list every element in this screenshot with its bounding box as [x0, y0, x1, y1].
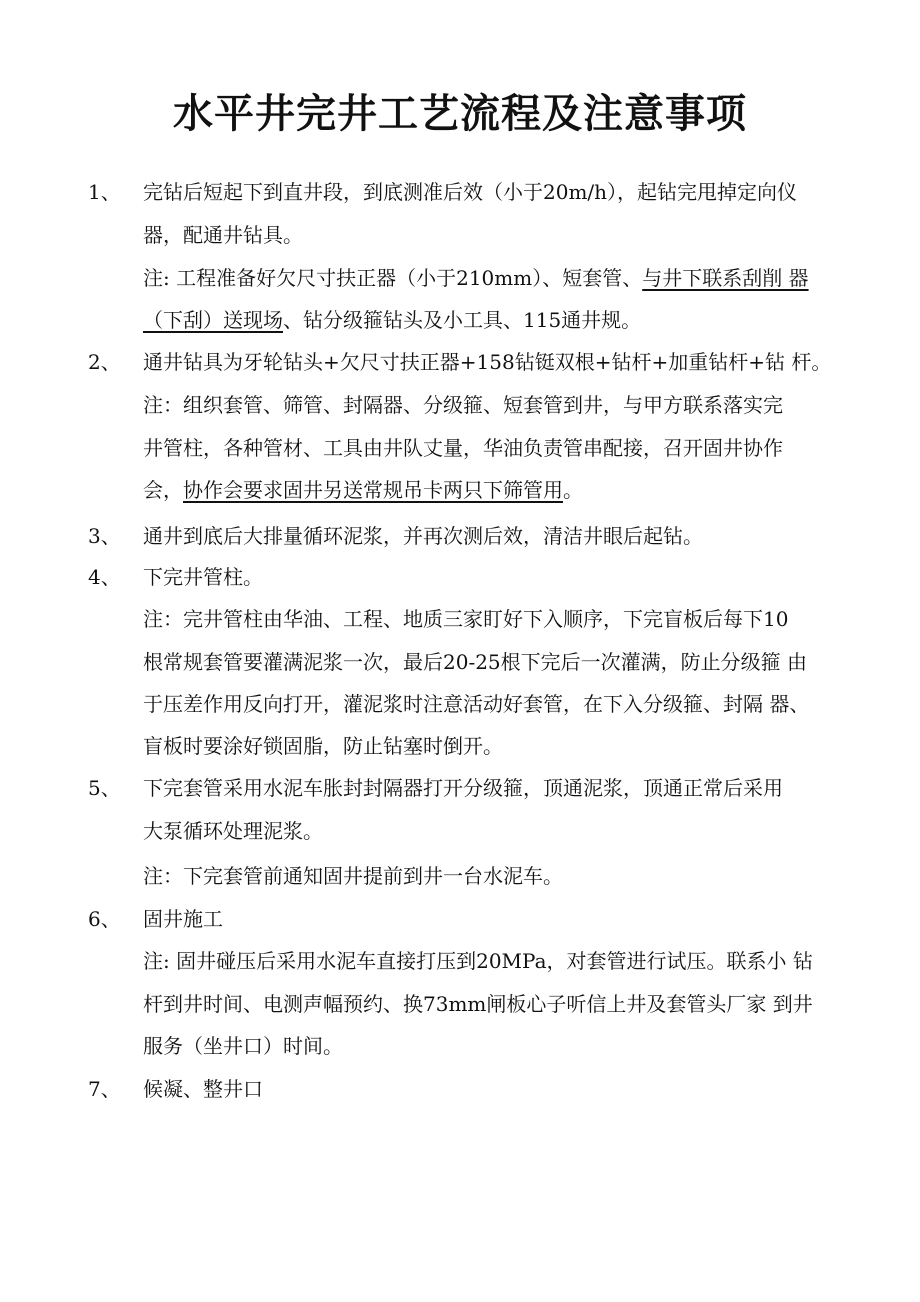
text-line	[143, 903, 223, 932]
text-segment: 服务（坐井口）时间。	[143, 1034, 343, 1058]
text-segment: 完钻后短起下到直井段，到底测准后效（小于20m/h），起钻完甩掉定向仪	[143, 180, 798, 204]
text-segment: 通井到底后大排量循环泥浆，并再次测后效，清洁井眼后起钻。	[143, 524, 703, 548]
underlined-text: 与井下联系刮削 器	[642, 266, 809, 290]
text-segment: 会，	[143, 478, 183, 502]
text-segment: 杆到井时间、电测声幅预约、换73mm闸板心子听信上井及套管头厂家 到井	[143, 992, 813, 1016]
item-number: 2、	[88, 350, 121, 374]
text-line	[143, 860, 563, 889]
text-segment: 盲板时要涂好锁固脂，防止钻塞时倒开。	[143, 734, 503, 758]
text-line	[143, 1030, 343, 1059]
text-line	[143, 688, 809, 717]
text-line	[143, 603, 788, 632]
text-segment: 井管柱，各种管材、工具由井队丈量，华油负责管串配接，召开固井协作	[143, 436, 783, 460]
text-segment: 器，配通井钻具。	[143, 223, 303, 247]
text-line	[143, 520, 703, 549]
text-line	[143, 945, 813, 974]
text-segment: 注：组织套管、筛管、封隔器、分级箍、短套管到井，与甲方联系落实完	[143, 393, 783, 417]
text-segment: 于压差作用反向打开，灌泥浆时注意活动好套管，在下入分级箍、封隔 器、	[143, 692, 810, 716]
text-segment: 、钻分级箍钻头及小工具、115通井规。	[283, 308, 642, 332]
document-title: 水平井完井工艺流程及注意事项	[173, 90, 747, 137]
text-segment: 通井钻具为牙轮钻头+欠尺寸扶正器+158钻铤双根+钻杆+加重钻杆+钻 杆。	[143, 350, 832, 374]
text-line	[143, 389, 783, 418]
text-segment: 注: 固井碰压后采用水泥车直接打压到20MPa，对套管进行试压。联系小 钻	[143, 949, 813, 973]
item-number: 4、	[88, 565, 121, 589]
text-line	[143, 561, 263, 590]
text-segment: 。	[563, 478, 583, 502]
text-segment: 根常规套管要灌满泥浆一次，最后20-25根下完后一次灌满，防止分级箍 由	[143, 650, 808, 674]
text-segment: 注：下完套管前通知固井提前到井一台水泥车。	[143, 864, 563, 888]
text-segment: 下完井管柱。	[143, 565, 263, 589]
text-line	[143, 646, 807, 675]
text-line	[143, 1073, 263, 1102]
text-segment: 候凝、整井口	[143, 1077, 263, 1101]
text-segment: 固井施工	[143, 907, 223, 931]
text-line	[143, 176, 797, 205]
item-number: 5、	[88, 776, 121, 800]
item-number: 1、	[88, 180, 121, 204]
item-number: 3、	[88, 524, 121, 548]
text-segment: 注: 工程准备好欠尺寸扶正器（小于210mm）、短套管、	[143, 266, 643, 290]
text-line	[143, 432, 783, 461]
item-number: 6、	[88, 907, 121, 931]
text-line	[143, 474, 583, 503]
underlined-text: （下刮）送现场	[143, 308, 283, 332]
underlined-text: 协作会要求固井另送常规吊卡两只下筛管用	[183, 478, 563, 502]
text-line	[143, 219, 303, 248]
text-segment: 下完套管采用水泥车胀封封隔器打开分级箍，顶通泥浆，顶通正常后采用	[143, 776, 783, 800]
item-number: 7、	[88, 1077, 121, 1101]
text-segment: 注：完井管柱由华油、工程、地质三家盯好下入顺序，下完盲板后每下10	[143, 607, 789, 631]
text-line	[143, 304, 641, 333]
text-line	[143, 346, 831, 375]
text-line	[143, 988, 813, 1017]
text-line	[143, 772, 783, 801]
text-line	[143, 730, 503, 759]
text-segment: 大泵循环处理泥浆。	[143, 819, 323, 843]
text-line	[143, 262, 809, 291]
text-line	[143, 815, 323, 844]
